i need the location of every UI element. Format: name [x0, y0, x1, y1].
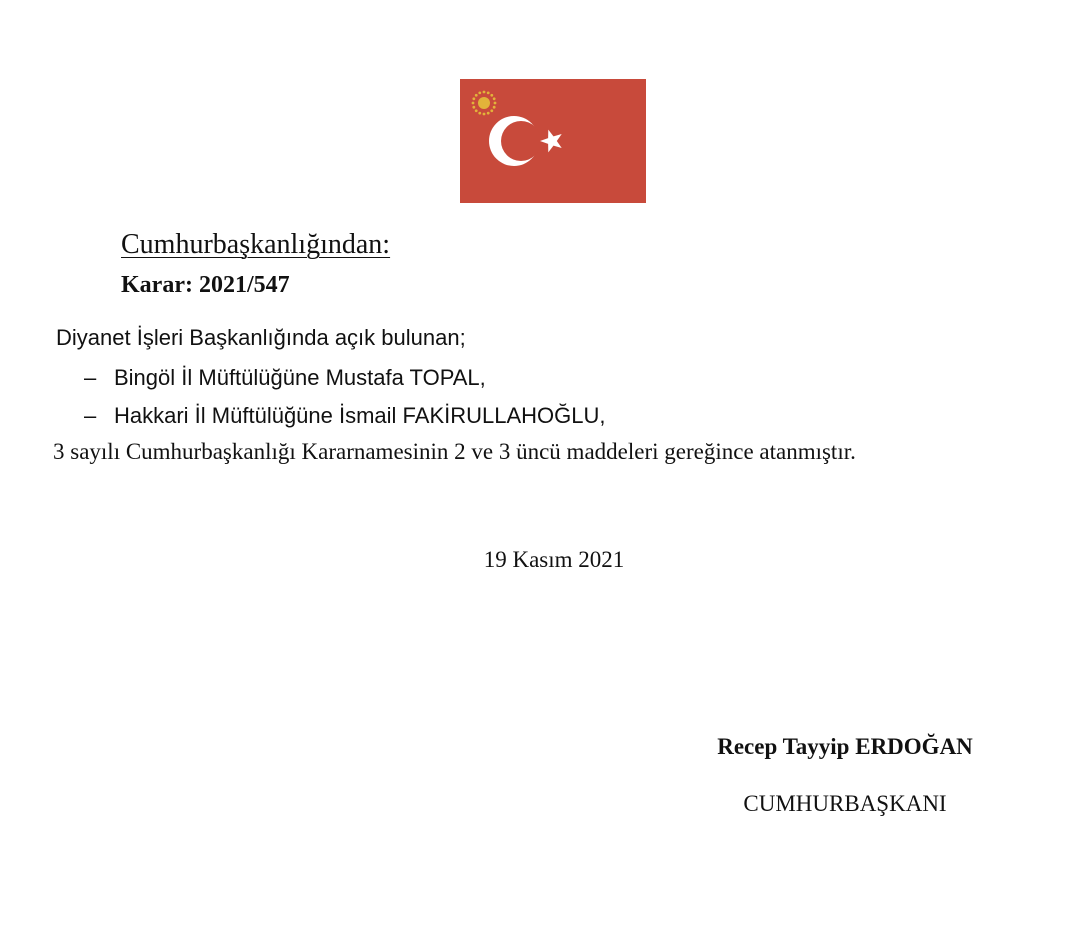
intro-text: Diyanet İşleri Başkanlığında açık bulunan;: [56, 325, 466, 350]
sun-ray-dot: [494, 102, 497, 105]
sun-ray-dot: [478, 91, 481, 94]
document-date: 19 Kasım 2021: [483, 547, 625, 572]
sun-ray-dot: [493, 106, 496, 109]
list-dash: –: [84, 365, 97, 390]
sun-ray-dot: [487, 112, 490, 115]
sun-ray-dot: [475, 109, 478, 112]
sun-ray-dot: [472, 97, 475, 100]
sun-ray-dot: [490, 94, 493, 97]
crescent-inner: [501, 121, 541, 161]
list-dash: –: [84, 403, 97, 428]
decision-number: Karar: 2021/547: [121, 272, 290, 298]
list-item: [84, 360, 486, 396]
list-item-text: Hakkari İl Müftülüğüne İsmail FAKİRULLAHOĞLU,: [114, 403, 606, 428]
list-item: [84, 398, 606, 434]
sun-ray-dot: [472, 102, 475, 105]
list-item-text: Bingöl İl Müftülüğüne Mustafa TOPAL,: [114, 365, 486, 390]
signatory-title: CUMHURBAŞKANI: [743, 791, 947, 816]
sun-ray-dot: [490, 109, 493, 112]
flag-icon: [460, 79, 646, 203]
sun-ray-dot: [475, 94, 478, 97]
sun-ray-dot: [483, 113, 486, 116]
signatory-name: Recep Tayyip ERDOĞAN: [717, 734, 973, 759]
conclusion-text: 3 sayılı Cumhurbaşkanlığı Kararnamesinin 2 ve 3 üncü maddeleri gereğince atanmıştır.: [53, 439, 856, 464]
sun-ray-dot: [478, 112, 481, 115]
sun-ray-dot: [472, 106, 475, 109]
sun-ray-dot: [483, 91, 486, 94]
sun-ray-dot: [487, 91, 490, 94]
issuing-institution: Cumhurbaşkanlığından:: [121, 229, 391, 260]
sun-ray-dot: [493, 97, 496, 100]
document-header: [121, 228, 390, 300]
